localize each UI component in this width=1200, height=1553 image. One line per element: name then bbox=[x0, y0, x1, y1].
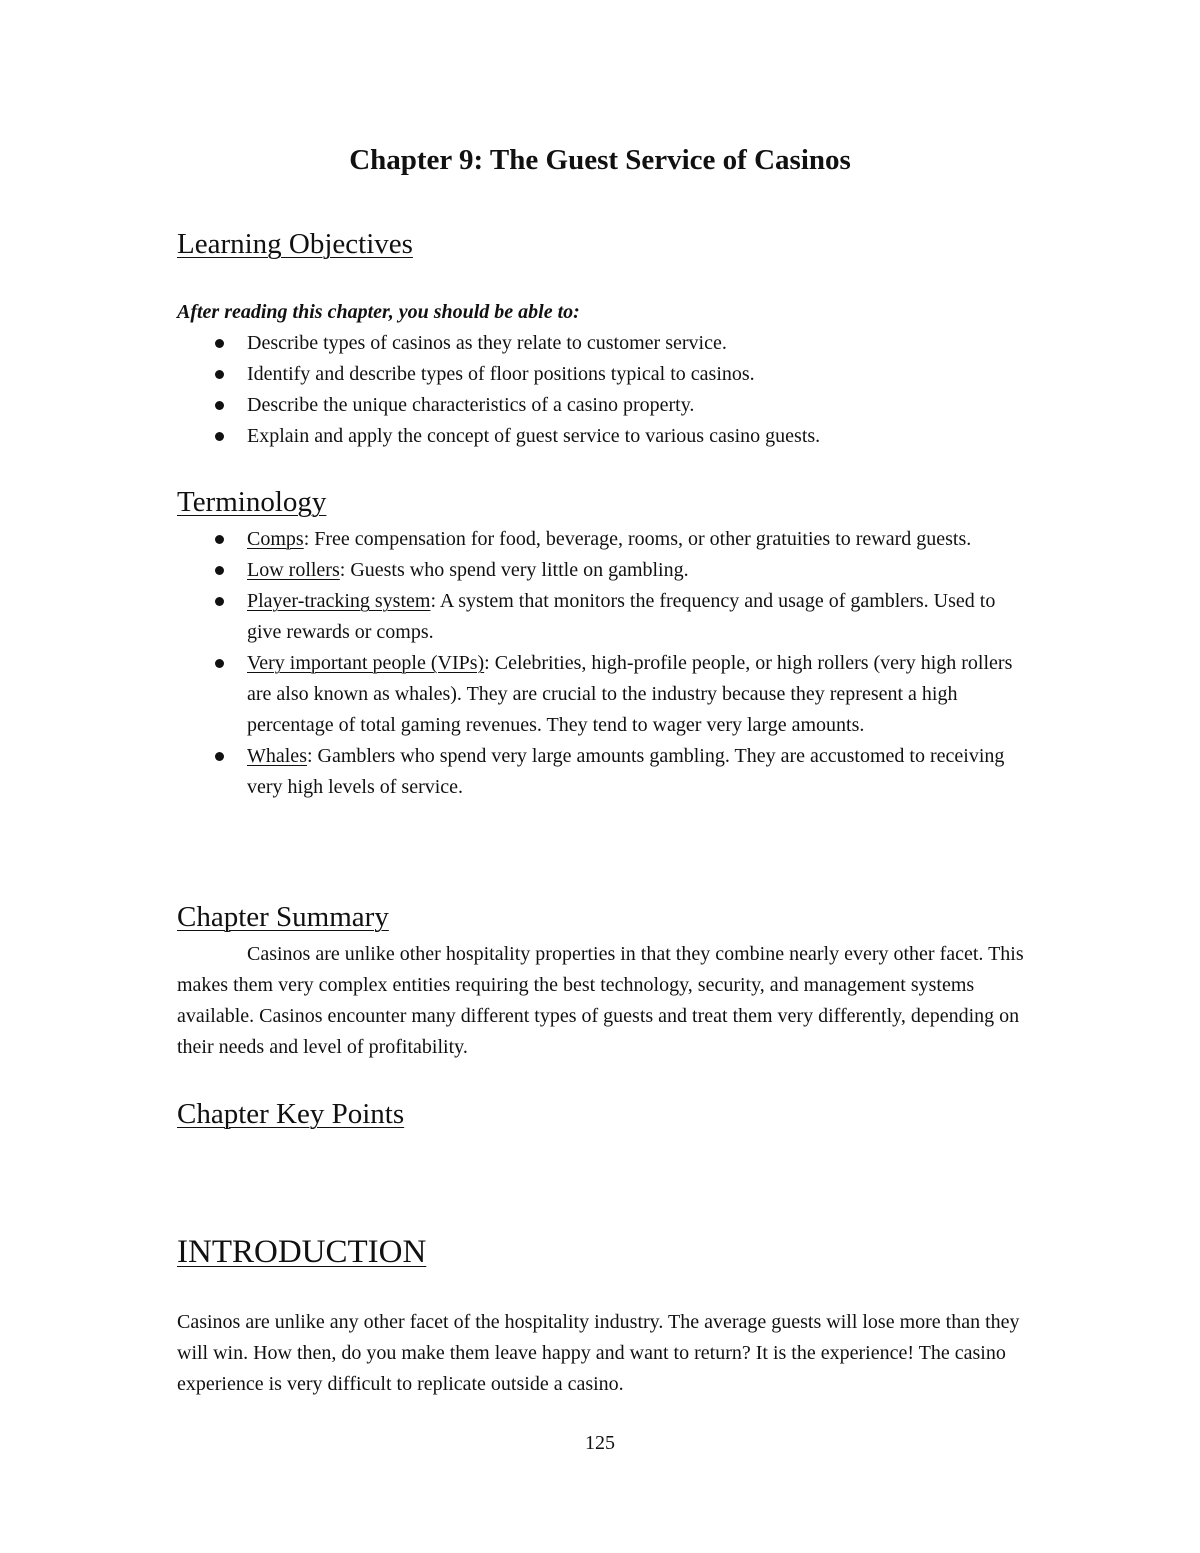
list-item bbox=[177, 586, 1027, 648]
bullet-icon bbox=[215, 339, 224, 348]
term-definition: : Gamblers who spend very large amounts gambling. They are accustomed to receiving very high levels of service. bbox=[247, 745, 1005, 798]
chapter-summary-heading: Chapter Summary bbox=[177, 901, 389, 933]
bullet-icon bbox=[215, 432, 224, 441]
bullet-icon bbox=[215, 597, 224, 606]
objective-text: Describe the unique characteristics of a casino property. bbox=[247, 394, 695, 416]
chapter-key-points-heading: Chapter Key Points bbox=[177, 1098, 405, 1130]
bullet-icon bbox=[215, 535, 224, 544]
term-player-tracking-system: Player-tracking system bbox=[247, 590, 431, 612]
list-item bbox=[177, 555, 1027, 586]
learning-objectives-heading: Learning Objectives bbox=[177, 228, 413, 260]
term-definition: : Guests who spend very little on gambling. bbox=[339, 559, 689, 581]
chapter-title: Chapter 9: The Guest Service of Casinos bbox=[349, 144, 851, 176]
term-whales: Whales bbox=[247, 745, 307, 767]
bullet-icon bbox=[215, 370, 224, 379]
list-item bbox=[177, 421, 1037, 452]
bullet-icon bbox=[215, 401, 224, 410]
introduction-text: Casinos are unlike any other facet of the hospitality industry. The average guests will lose more than they will win. How then, do you make them leave happy and want to return? It is the experience! The casino experience is very difficult to replicate outside a casino. bbox=[177, 1311, 1020, 1395]
term-definition: : Celebrities, high-profile people, or high rollers (very high rollers are also known as whales). They are crucial to the industry because they represent a high percentage of total gaming revenues. They tend to wager very large amounts. bbox=[247, 652, 1013, 736]
chapter-summary-text: Casinos are unlike other hospitality properties in that they combine nearly every other facet. This makes them very complex entities requiring the best technology, security, and management systems available. Casinos encounter many different types of guests and treat them very differently, depending on their needs and level of profitability. bbox=[177, 943, 1024, 1058]
list-item bbox=[177, 524, 1027, 555]
list-item bbox=[177, 328, 1037, 359]
objectives-list bbox=[177, 328, 1037, 452]
objectives-lead: After reading this chapter, you should be able to: bbox=[177, 301, 580, 323]
list-item bbox=[177, 648, 1027, 741]
term-low-rollers: Low rollers bbox=[247, 559, 340, 581]
introduction-heading: INTRODUCTION bbox=[177, 1234, 427, 1270]
term-definition: : A system that monitors the frequency and usage of gamblers. Used to give rewards or comps. bbox=[247, 590, 996, 643]
list-item bbox=[177, 741, 1027, 803]
bullet-icon bbox=[215, 659, 224, 668]
objective-text: Describe types of casinos as they relate to customer service. bbox=[247, 332, 727, 354]
terminology-list bbox=[177, 524, 1027, 803]
page-number: 125 bbox=[585, 1432, 615, 1454]
terminology-heading: Terminology bbox=[177, 486, 327, 518]
bullet-icon bbox=[215, 752, 224, 761]
list-item bbox=[177, 390, 1037, 421]
list-item bbox=[177, 359, 1037, 390]
objective-text: Identify and describe types of floor positions typical to casinos. bbox=[247, 363, 755, 385]
term-vips: Very important people (VIPs) bbox=[247, 652, 485, 674]
term-definition: : Free compensation for food, beverage, rooms, or other gratuities to reward guests. bbox=[303, 528, 972, 550]
objective-text: Explain and apply the concept of guest service to various casino guests. bbox=[247, 425, 821, 447]
term-comps: Comps bbox=[247, 528, 304, 550]
bullet-icon bbox=[215, 566, 224, 575]
